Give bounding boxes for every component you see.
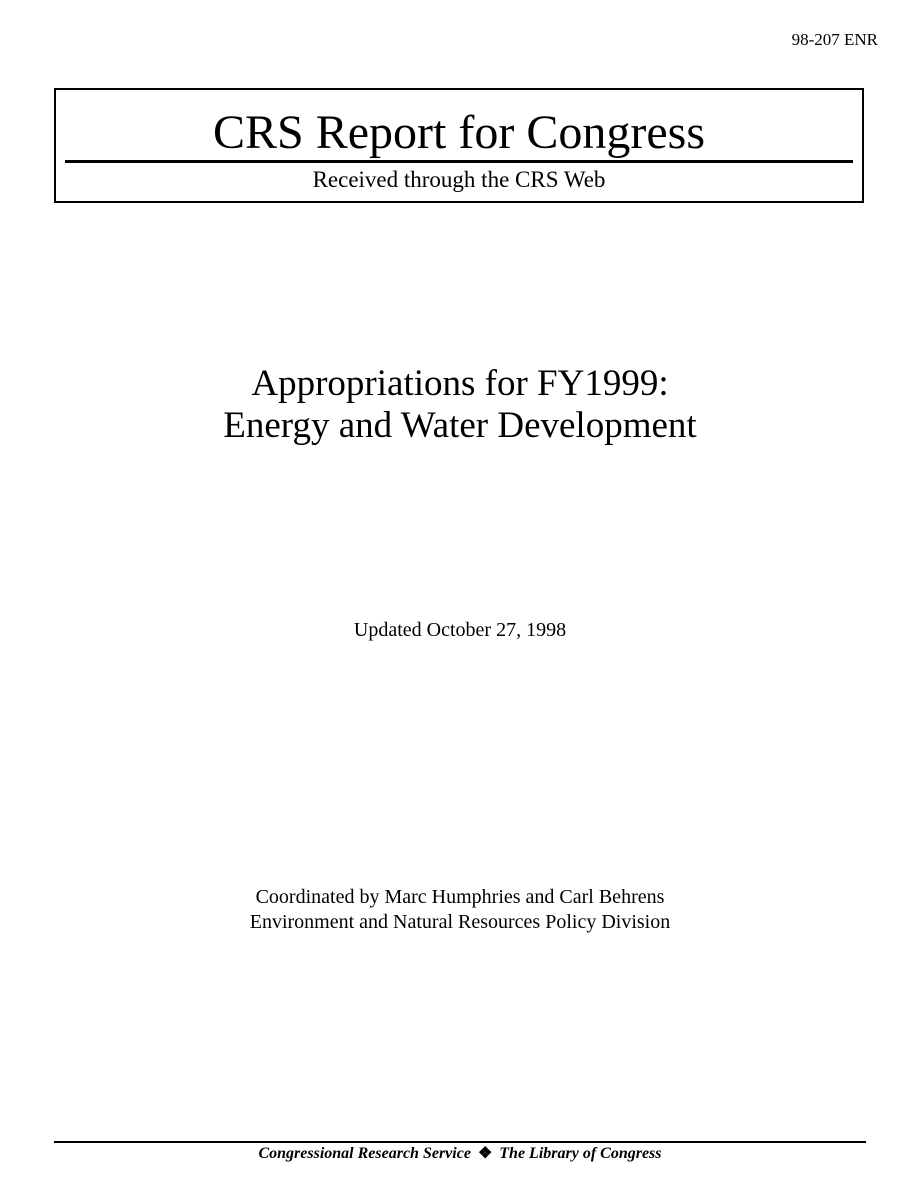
footer-divider bbox=[54, 1141, 866, 1143]
header-subtitle: Received through the CRS Web bbox=[312, 167, 606, 192]
document-title-line-1: Appropriations for FY1999: bbox=[251, 363, 669, 404]
report-header-box bbox=[54, 88, 864, 203]
footer bbox=[0, 1144, 920, 1164]
report-number: 98-207 ENR bbox=[791, 30, 878, 49]
division-line: Environment and Natural Resources Policy Division bbox=[249, 911, 671, 933]
document-date: Updated October 27, 1998 bbox=[353, 619, 567, 641]
document-title-line-2: Energy and Water Development bbox=[223, 405, 697, 446]
header-divider bbox=[65, 160, 853, 163]
diamond-icon: ❖ bbox=[477, 1145, 493, 1162]
coordinators-line: Coordinated by Marc Humphries and Carl Behrens bbox=[255, 886, 665, 908]
footer-left-text: Congressional Research Service bbox=[258, 1145, 471, 1162]
authors-block bbox=[0, 885, 920, 935]
document-title bbox=[0, 363, 920, 447]
header-title: CRS Report for Congress bbox=[213, 106, 705, 159]
footer-right-text: The Library of Congress bbox=[499, 1145, 662, 1162]
